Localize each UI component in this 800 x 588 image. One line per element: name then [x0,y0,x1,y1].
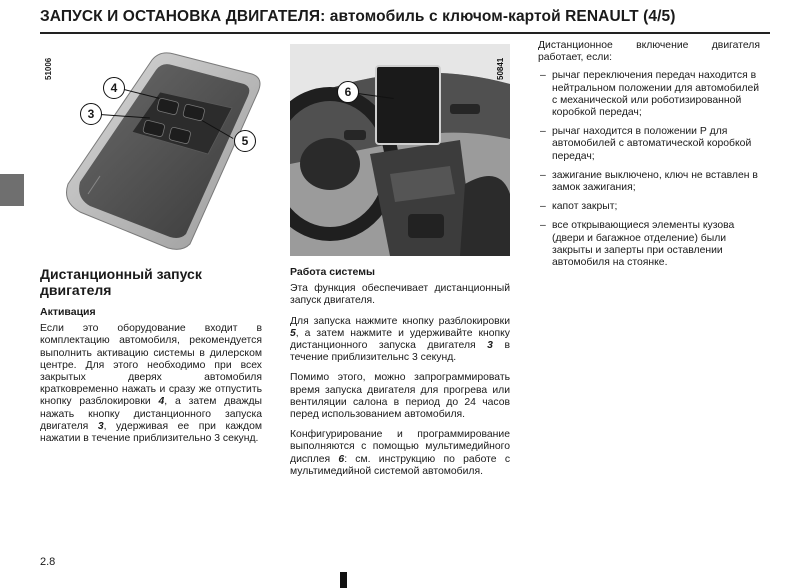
conditions-intro: Дистанционное включение двигателя работает, если: [538,40,760,64]
page-number: 2.8 [40,556,56,568]
dashboard-illustration [290,44,510,256]
paragraph-programming: Помимо этого, можно запрограммировать время запуска двигателя для прогрева или вентиляции салона в период до 24 часов перед использованием автомобиля. [290,372,510,421]
subheading-system-operation: Работа системы [290,266,375,278]
list-item: – все открывающиеся элементы кузова (двери и багажное отделение) были закрыты и заперты при оставлении автомобиля на стоянке. [538,220,760,269]
paragraph-function: Эта функция обеспечивает дистанционный запуск двигателя. [290,283,510,307]
callout-3: 3 [80,103,102,125]
column-left [40,266,262,453]
callout-6: 6 [337,81,359,103]
column-middle [290,266,510,486]
multimedia-display [376,66,440,144]
paragraph-configuration: Конфигурирование и программирование выполняются с помощью мультимедийного дисплея 6: см. инструкцию по работе с мультимедийной системой автомобиля. [290,429,511,477]
section-tab [0,174,24,206]
crop-mark [340,572,347,588]
activation-paragraph: Если это оборудование входит в комплектацию автомобиля, рекомендуется выполнить активацию системы в дилерском центре. Для этого необходимо при всех закрытых дверях автомобиля кратковременно нажать и сразу же отпустить кнопку разблокировки 4, а затем дважды нажать кнопку дистанционного запуска двигателя 3, удерживая ее при каждом нажатии в течение приблизительно 3 секунд. [40,323,262,445]
conditions-list [538,70,760,269]
figure-code: 51006 [44,57,53,80]
column-right [538,40,760,276]
list-item: – рычаг находится в положении Р для автомобилей с автоматической коробкой передач; [538,126,760,163]
list-item: – капот закрыт; [538,201,760,213]
list-item: – зажигание выключено, ключ не вставлен в замок зажигания; [538,170,760,194]
dashboard-figure [290,44,510,256]
title-rule [40,32,770,34]
list-item: – рычаг переключения передач находится в нейтральном положении для автомобилей с механической или роботизированной коробкой передач; [538,70,760,119]
subheading-activation: Активация [40,306,96,318]
figure-code: 50841 [496,57,505,80]
callout-5: 5 [234,130,256,152]
callout-4: 4 [103,77,125,99]
page-title: ЗАПУСК И ОСТАНОВКА ДВИГАТЕЛЯ: автомобиль с ключом-картой RENAULT (4/5) [40,8,676,25]
section-heading-remote-start: Дистанционный запуск двигателя [40,266,202,298]
paragraph-start-procedure: Для запуска нажмите кнопку разблокировки 5, а затем нажмите и удерживайте кнопку дистанционного запуска двигателя 3 в течение приблизительнс 3 секунд. [290,315,510,364]
